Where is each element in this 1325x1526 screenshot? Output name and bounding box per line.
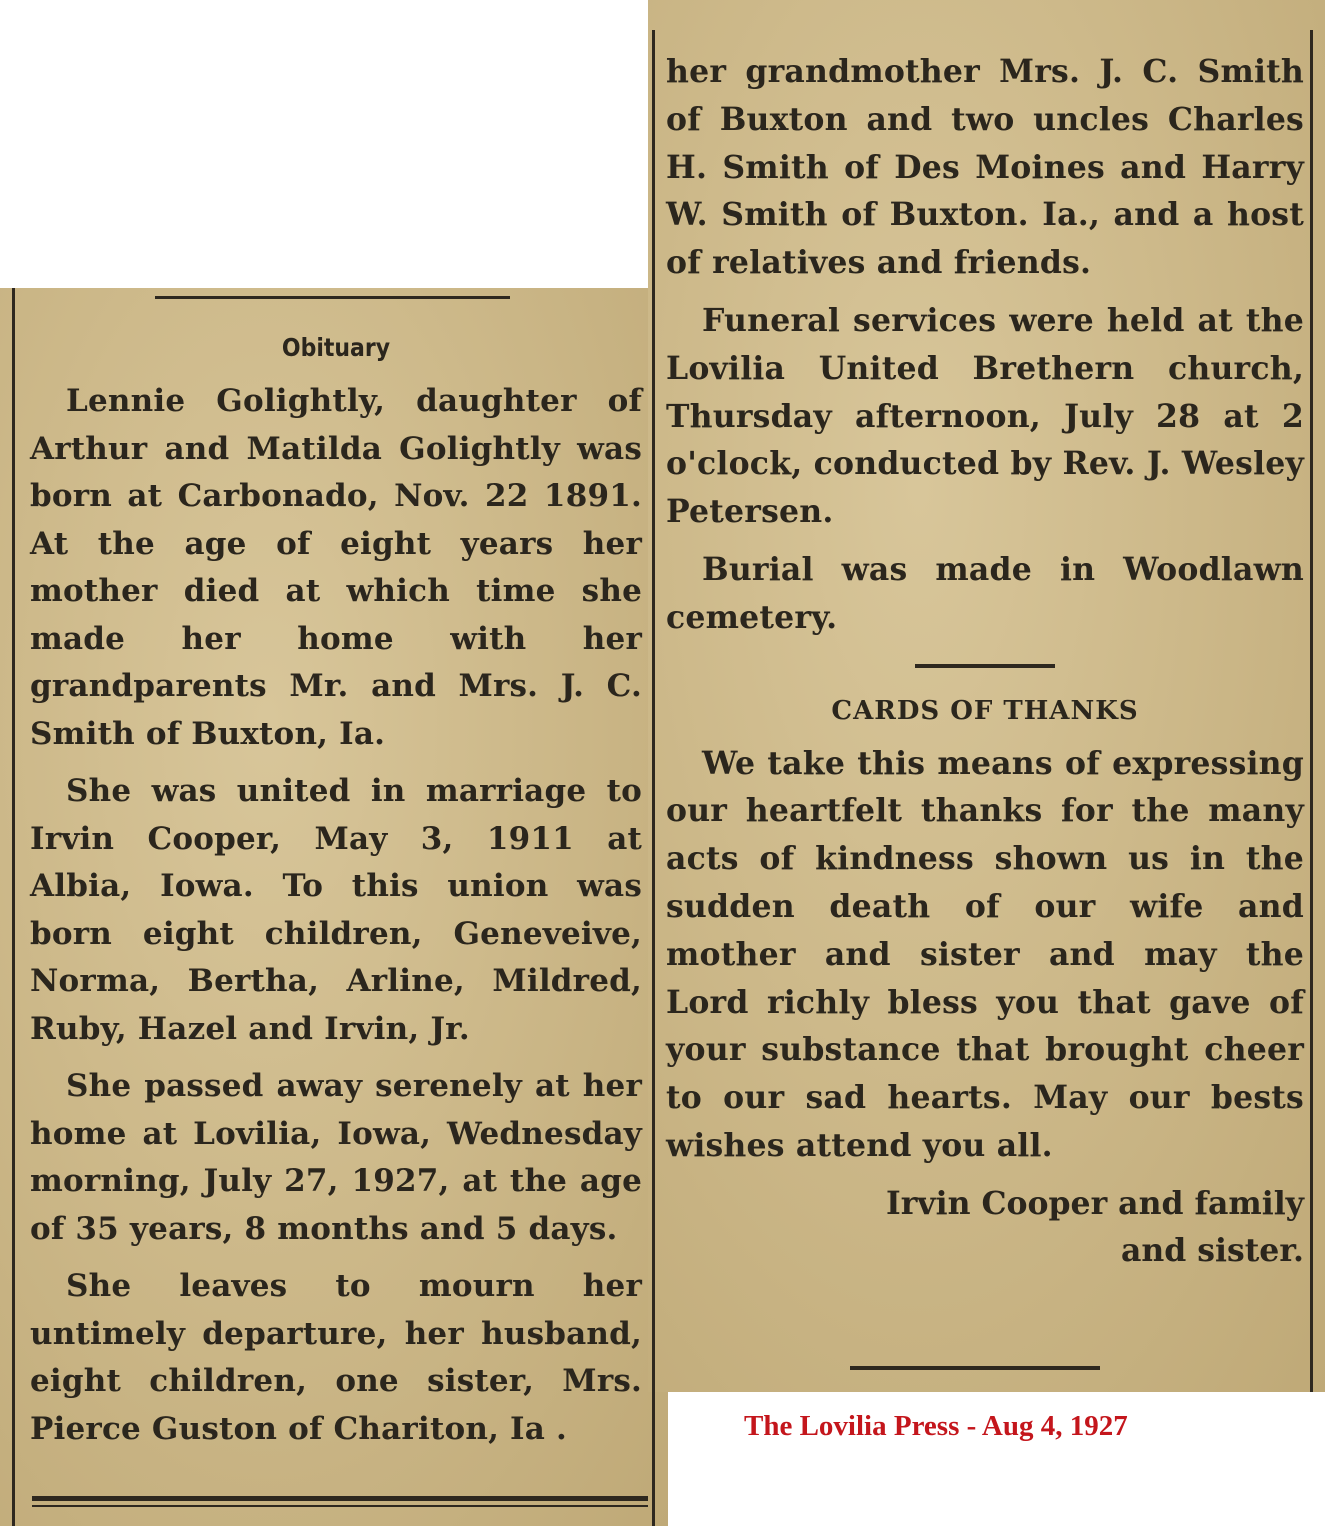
burial-paragraph: Burial was made in Woodlawn cemetery.: [666, 550, 1304, 636]
column-left-rule: [652, 30, 655, 1392]
cards-of-thanks-heading: CARDS OF THANKS: [831, 695, 1139, 726]
obituary-paragraph-4: She leaves to mourn her untimely departure, her husband, eight children, one sister, Mrs. Pierce Guston of Chariton, Ia .: [30, 1268, 642, 1447]
obituary-clipping: [0, 288, 668, 1526]
closing-rule: [850, 1366, 1100, 1370]
obituary-paragraph-3: She passed away serenely at her home at Lovilia, Iowa, Wednesday morning, July 27, 1927, at the age of 35 years, 8 months and 5 days.: [30, 1068, 642, 1247]
obituary-heading: Obituary: [281, 334, 391, 363]
funeral-paragraph: Funeral services were held at the Lovilia United Brethern church, Thursday afternoon, July 28 at 2 o'clock, conducted by Rev. J. Wesley Petersen.: [666, 301, 1304, 531]
signature-line-2: and sister.: [1120, 1231, 1304, 1269]
continuation-clipping: [648, 0, 1325, 1392]
source-caption: The Lovilia Press - Aug 4, 1927: [744, 1410, 1128, 1442]
column-right-rule: [1310, 30, 1313, 1392]
cards-of-thanks-body: We take this means of expressing our heartfelt thanks for the many acts of kindness shown us in the sudden death of our wife and mother and sister and may the Lord richly bless you that gave of your substance that brought cheer to our sad hearts. May our bests wishes attend you all.: [666, 744, 1304, 1164]
left-edge-rule: [12, 288, 15, 1526]
obituary-continuation: her grandmother Mrs. J. C. Smith of Buxton and two uncles Charles H. Smith of Des Moines and Harry W. Smith of Buxton. Ia., and a host of relatives and friends.: [666, 53, 1304, 282]
bottom-double-rule: [32, 1496, 648, 1501]
signature-line-1: Irvin Cooper and family: [885, 1184, 1304, 1222]
bottom-double-rule-thin: [32, 1505, 648, 1507]
top-rule: [155, 296, 510, 299]
continuation-column: [666, 48, 1304, 1274]
obituary-column: [30, 328, 642, 1463]
obituary-paragraph-2: She was united in marriage to Irvin Cooper, May 3, 1911 at Albia, Iowa. To this union was born eight children, Geneveive, Norma, Bertha, Arline, Mildred, Ruby, Hazel and Irvin, Jr.: [30, 773, 642, 1047]
caption-area: [668, 1392, 1325, 1526]
section-divider: [915, 664, 1055, 668]
obituary-paragraph-1: Lennie Golightly, daughter of Arthur and Matilda Golightly was born at Carbonado, Nov. 22 1891. At the age of eight years her mother died at which time she made her home with her grandparents Mr. and Mrs. J. C. Smith of Buxton, Ia.: [30, 383, 642, 752]
